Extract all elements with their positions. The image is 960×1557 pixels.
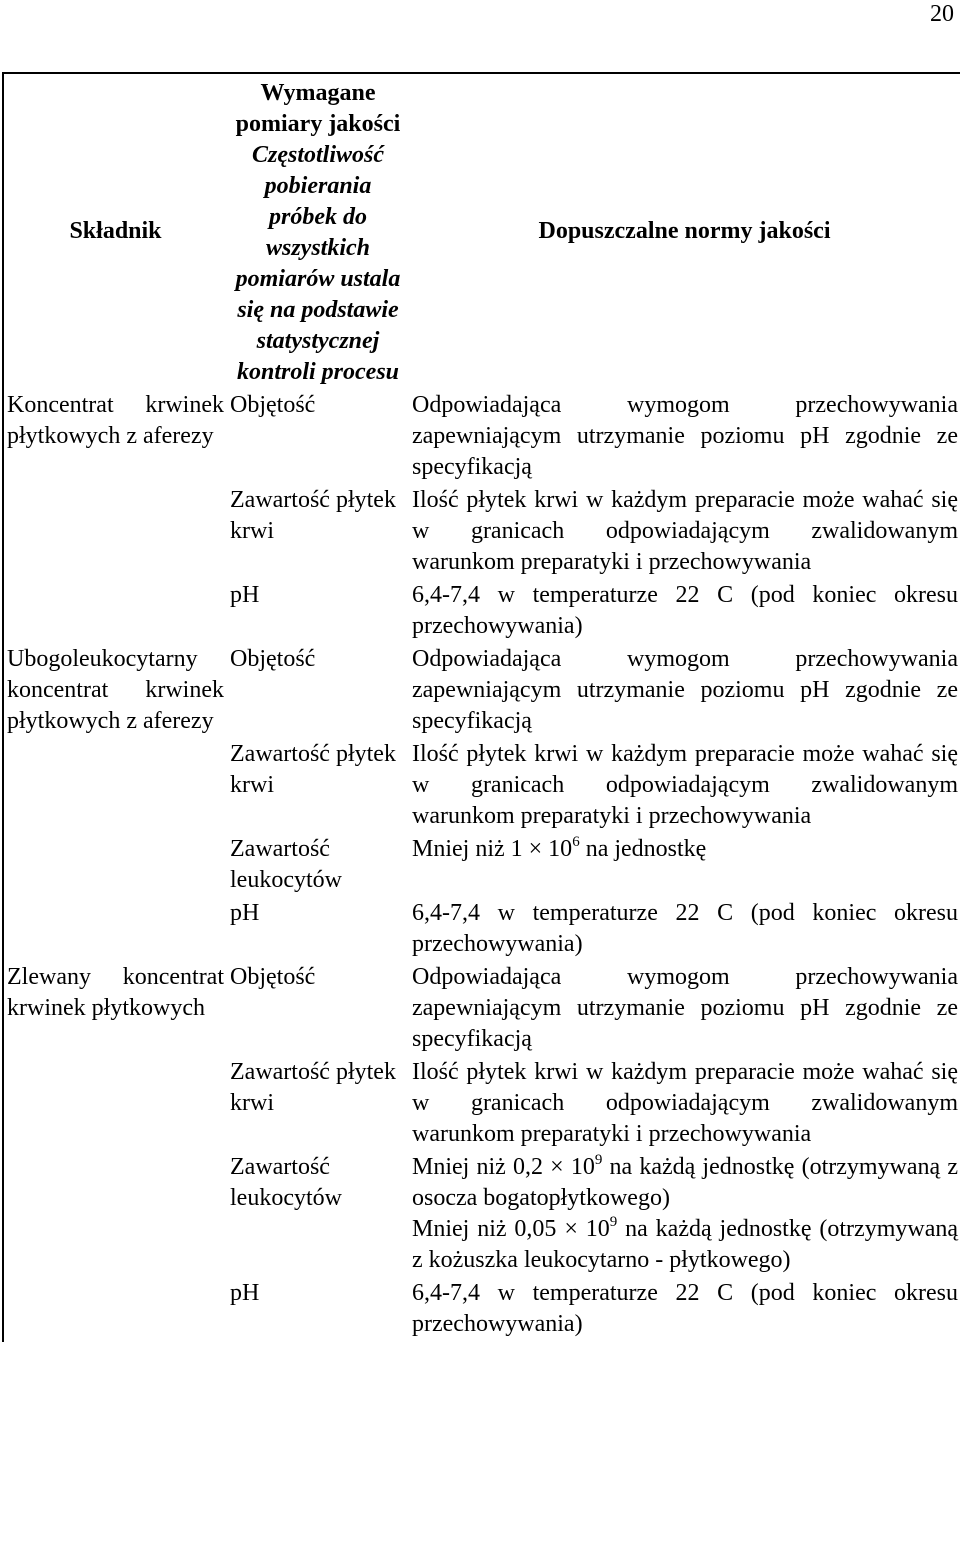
quality-standards-table xyxy=(4,74,960,1342)
measure-cell: pH xyxy=(230,1280,260,1306)
header-component: Składnik xyxy=(69,217,162,244)
norm-text: na każdą jednostkę (otrzymywaną z osocza bogatopłytkowego) xyxy=(412,1154,959,1211)
norm-cell xyxy=(409,834,960,898)
page-number: 20 xyxy=(930,1,954,27)
measure-cell: Zawartość płytek krwi xyxy=(230,741,396,798)
norm-cell: Odpowiadająca wymogom przechowywania zapewniającym utrzymanie poziomu pH zgodnie ze specyfikacją xyxy=(412,646,958,734)
norm-cell: 6,4-7,4 w temperaturze 22 C (pod koniec okresu przechowywania) xyxy=(412,582,958,639)
norm-cell: Odpowiadająca wymogom przechowywania zapewniającym utrzymanie poziomu pH zgodnie ze specyfikacją xyxy=(412,964,958,1052)
component-cell: Zlewany koncentrat krwinek płytkowych xyxy=(7,964,224,1021)
measure-cell: Zawartość płytek krwi xyxy=(230,1059,396,1116)
table-header-row xyxy=(4,74,960,390)
norm-text: Mniej niż 0,2 × 10 xyxy=(412,1154,595,1180)
table-row xyxy=(4,644,960,739)
norm-line-buffy-coat xyxy=(412,1214,958,1276)
norm-text: na jednostkę xyxy=(579,836,707,862)
norm-exponent: 9 xyxy=(609,1214,618,1230)
norm-line-plasma xyxy=(412,1152,958,1214)
norm-cell: Ilość płytek krwi w każdym preparacie może wahać się w granicach odpowiadającym zwalidowanym warunkom preparatyki i przechowywania xyxy=(412,741,958,829)
quality-table-frame xyxy=(2,72,960,1342)
norm-cell: 6,4-7,4 w temperaturze 22 C (pod koniec okresu przechowywania) xyxy=(412,1280,958,1337)
header-norms: Dopuszczalne normy jakości xyxy=(538,217,831,244)
measure-cell: Objętość xyxy=(230,964,316,990)
measure-cell: pH xyxy=(230,900,260,926)
norm-cell: 6,4-7,4 w temperaturze 22 C (pod koniec okresu przechowywania) xyxy=(412,900,958,957)
norm-text: Mniej niż 0,05 × 10 xyxy=(412,1216,610,1242)
norm-cell: Ilość płytek krwi w każdym preparacie może wahać się w granicach odpowiadającym zwalidowanym warunkom preparatyki i przechowywania xyxy=(412,487,958,575)
table-row xyxy=(4,390,960,485)
header-measurements-title: Wymagane pomiary jakości xyxy=(235,80,401,137)
norm-cell xyxy=(409,1152,960,1278)
measure-cell: Zawartość leukocytów xyxy=(230,836,342,893)
norm-text: na każdą jednostkę (otrzymywaną z kożuszka leukocytarno - płytkowego) xyxy=(412,1216,959,1273)
norm-cell: Ilość płytek krwi w każdym preparacie może wahać się w granicach odpowiadającym zwalidowanym warunkom preparatyki i przechowywania xyxy=(412,1059,958,1147)
measure-cell: Zawartość leukocytów xyxy=(230,1154,342,1211)
measure-cell: pH xyxy=(230,582,260,608)
norm-text: Mniej niż 1 × 10 xyxy=(412,836,573,862)
measure-cell: Objętość xyxy=(230,646,316,672)
component-cell: Koncentrat krwinek płytkowych z aferezy xyxy=(7,392,224,449)
norm-exponent: 6 xyxy=(572,834,580,850)
table-row xyxy=(4,962,960,1057)
header-measurements-note: Częstotliwość pobierania próbek do wszystkich pomiarów ustala się na podstawie statystycznej kontroli procesu xyxy=(235,142,401,385)
component-cell: Ubogoleukocytarny koncentrat krwinek płytkowych z aferezy xyxy=(7,646,224,734)
measure-cell: Zawartość płytek krwi xyxy=(230,487,396,544)
measure-cell: Objętość xyxy=(230,392,316,418)
norm-cell: Odpowiadająca wymogom przechowywania zapewniającym utrzymanie poziomu pH zgodnie ze specyfikacją xyxy=(412,392,958,480)
header-measurements xyxy=(227,74,409,390)
norm-exponent: 9 xyxy=(594,1152,603,1168)
